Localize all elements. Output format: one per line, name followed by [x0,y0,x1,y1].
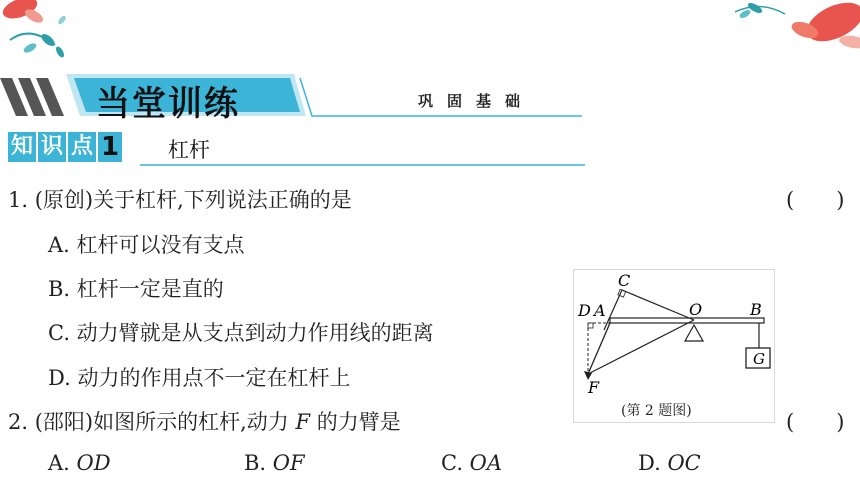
question-2-option-b [244,451,305,475]
option-value: OD [76,451,111,475]
top-right-flower-decoration [735,0,860,52]
question-2-option-a [48,451,111,475]
figure-caption: (第 2 题图) [621,403,692,419]
section-title: 当堂训练 [96,84,240,124]
question-2-option-d [638,451,701,475]
question-1-stem: 1. (原创)关于杠杆,下列说法正确的是 [8,188,352,212]
option-value: OC [667,451,701,475]
question-2-stem-prefix: 2. (邵阳)如图所示的杠杆,动力 [8,410,296,434]
question-1-option-c: C. 动力臂就是从支点到动力作用线的距离 [48,321,434,345]
label-b: B [750,300,762,319]
knowledge-point-underline [140,163,585,167]
question-2-stem-suffix: 的力臂是 [310,410,401,434]
option-value: OF [272,451,305,475]
label-c: C [618,271,631,290]
option-value: OA [469,451,503,475]
lever-diagram [574,270,774,400]
label-o: O [689,300,703,319]
question-2-option-c [441,451,502,475]
question-2-stem [8,406,401,436]
label-a: A [594,301,606,320]
kp-char: 点 [68,132,96,162]
option-letter: B. [244,451,273,475]
question-1-option-a: A. 杠杆可以没有支点 [48,233,245,257]
top-left-flower-decoration [0,0,90,64]
question-2-answer-bracket: ( ) [786,410,845,434]
option-letter: A. [48,451,77,475]
kp-number: 1 [98,132,122,162]
kp-char: 识 [38,132,66,162]
knowledge-point-topic: 杠杆 [168,138,210,162]
question-1-option-b: B. 杠杆一定是直的 [48,277,224,301]
knowledge-point-label [8,131,122,163]
kp-char: 知 [8,132,36,162]
label-f: F [588,378,600,397]
label-g: G [753,350,765,368]
question-1-answer-bracket: ( ) [786,188,845,212]
label-d: D [578,301,591,320]
question-1-option-d: D. 动力的作用点不一定在杠杆上 [48,366,351,390]
question-2-stem-variable: F [295,410,311,434]
option-letter: C. [441,451,470,475]
option-letter: D. [638,451,668,475]
section-subtitle: 巩固基础 [418,92,535,110]
